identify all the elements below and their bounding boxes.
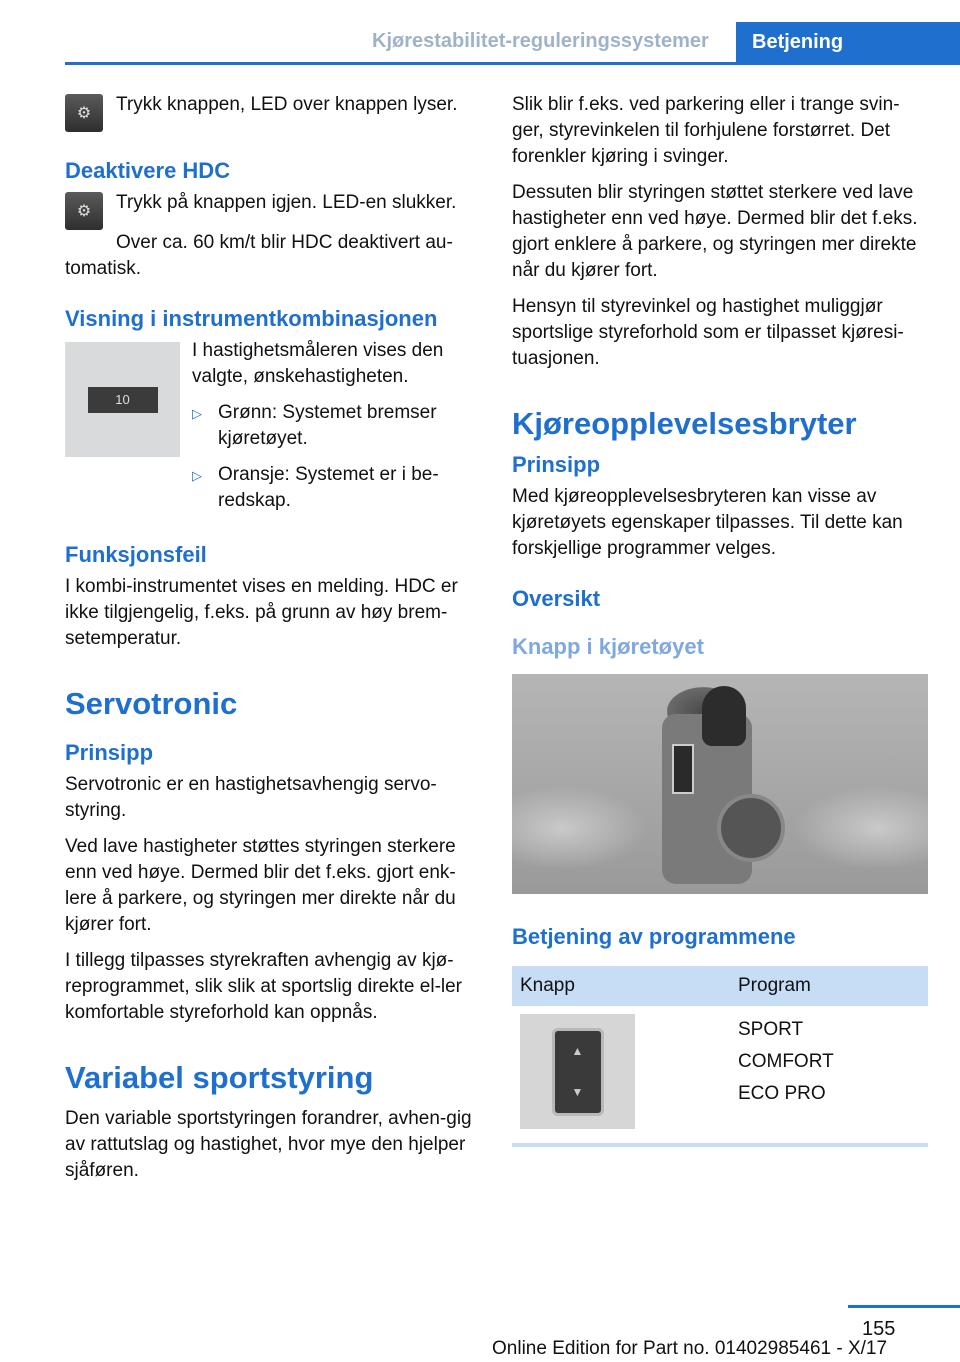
hdc-display-indicator: 10 <box>88 387 158 413</box>
program-item: ECO PRO <box>738 1083 826 1104</box>
program-table-header <box>512 966 928 1006</box>
display-bullet-list <box>192 400 480 514</box>
deactivate-press-line <box>65 190 480 230</box>
operation-heading: Betjening av programmene <box>512 924 796 949</box>
right-paragraph-1: Slik blir f.eks. ved parkering eller i trange svin-ger, styrevinkelen til forhjulene forstørret. Det forenkler kjøring i svinger. <box>512 94 900 167</box>
deactivate-hdc-heading: Deaktivere HDC <box>65 158 231 183</box>
footer-edition-text: Online Edition for Part no. 01402985461 - X/17 <box>492 1338 888 1359</box>
center-console-photo <box>512 674 928 894</box>
right-paragraph-3: Hensyn til styrevinkel og hastighet muliggjør sportslige styreforhold som er tilpasset kjøresi-tuasjonen. <box>512 296 904 369</box>
triangle-bullet-icon: ▷ <box>192 406 202 421</box>
fault-heading: Funksjonsfeil <box>65 542 207 567</box>
gear-selector-knob <box>702 686 746 746</box>
hdc-button-icon: ⚙ <box>65 192 103 230</box>
bullet-text: Grønn: Systemet bremser kjøretøyet. <box>218 402 437 449</box>
program-table <box>512 966 928 1147</box>
arrow-up-icon: ▲ <box>571 1044 584 1058</box>
right-paragraph-2: Dessuten blir styringen støttet sterkere ved lave hastigheter enn ved høye. Dermed blir det f.eks. gjort enklere å parkere, og styringen mer direkte når du kjører fort. <box>512 182 918 281</box>
page-number: 155 <box>862 1318 896 1340</box>
variable-steering-paragraph: Den variable sportstyringen forandrer, avhen-gig av rattutslag og hastighet, hvor mye den hjelper sjåføren. <box>65 1108 472 1181</box>
driving-principle-text: Med kjøreopplevelsesbryteren kan visse av kjøretøyets egenskaper tilpasses. Til dette kan forskjellige programmer velges. <box>512 486 903 559</box>
table-row <box>512 1006 928 1145</box>
header-chapter-tab[interactable]: Betjening <box>736 22 960 62</box>
table-header-program: Program <box>730 966 928 1006</box>
left-column <box>65 92 480 1194</box>
display-description <box>192 338 480 524</box>
controller-dial <box>717 794 785 862</box>
button-in-vehicle-heading: Knapp i kjøretøyet <box>512 634 704 659</box>
driving-principle-heading: Prinsipp <box>512 452 601 477</box>
bullet-item <box>192 400 480 452</box>
triangle-bullet-icon: ▷ <box>192 468 202 483</box>
driving-experience-switch-image <box>520 1014 635 1129</box>
deactivate-press-text: Trykk på knappen igjen. LED-en slukker. <box>116 192 457 213</box>
right-column <box>512 92 928 1147</box>
program-item: COMFORT <box>738 1051 834 1072</box>
overview-heading: Oversikt <box>512 586 601 611</box>
deactivate-speed-text: Over ca. 60 km/t blir HDC deaktivert au-tomatisk. <box>65 232 453 279</box>
switch-image-cell <box>512 1006 730 1145</box>
fault-text: I kombi-instrumentet vises en melding. HDC er ikke tilgjengelig, f.eks. på grunn av høy brem-setemperatur. <box>65 576 458 649</box>
driving-experience-title: Kjøreopplevelsesbryter <box>512 406 857 441</box>
servotronic-principle-heading: Prinsipp <box>65 740 154 765</box>
speedometer-display-image <box>65 342 180 457</box>
servotronic-paragraph-2: Ved lave hastigheter støttes styringen sterkere enn ved høye. Dermed blir det f.eks. gjort enk-lere å parkere, og styringen mer direkte når du kjører fort. <box>65 836 456 935</box>
hdc-button-icon: ⚙ <box>65 94 103 132</box>
driving-experience-switch <box>672 744 694 794</box>
display-text: I hastighetsmåleren vises den valgte, ønskehastigheten. <box>192 340 444 387</box>
variable-steering-title: Variabel sportstyring <box>65 1060 374 1095</box>
switch-body <box>552 1028 604 1116</box>
footer-rule <box>848 1305 960 1308</box>
press-led-line <box>65 92 480 132</box>
program-list-cell <box>730 1006 928 1145</box>
table-header-button: Knapp <box>512 966 730 1006</box>
servotronic-paragraph-1: Servotronic er en hastighetsavhengig servo-styring. <box>65 774 437 821</box>
bullet-text: Oransje: Systemet er i be-redskap. <box>218 464 439 511</box>
arrow-down-icon: ▼ <box>571 1085 584 1099</box>
program-item: SPORT <box>738 1019 804 1040</box>
servotronic-title: Servotronic <box>65 686 238 721</box>
display-heading: Visning i instrumentkombinasjonen <box>65 306 438 331</box>
press-led-text: Trykk knappen, LED over knappen lyser. <box>116 94 458 115</box>
servotronic-paragraph-3: I tillegg tilpasses styrekraften avhengig av kjø-reprogrammet, slik slik at sportslig direkte el-ler komfortable styreforhold kan oppnås. <box>65 950 463 1023</box>
header-section-title: Kjørestabilitet-reguleringssystemer <box>372 30 709 52</box>
bullet-item <box>192 462 480 514</box>
display-block <box>65 338 480 524</box>
